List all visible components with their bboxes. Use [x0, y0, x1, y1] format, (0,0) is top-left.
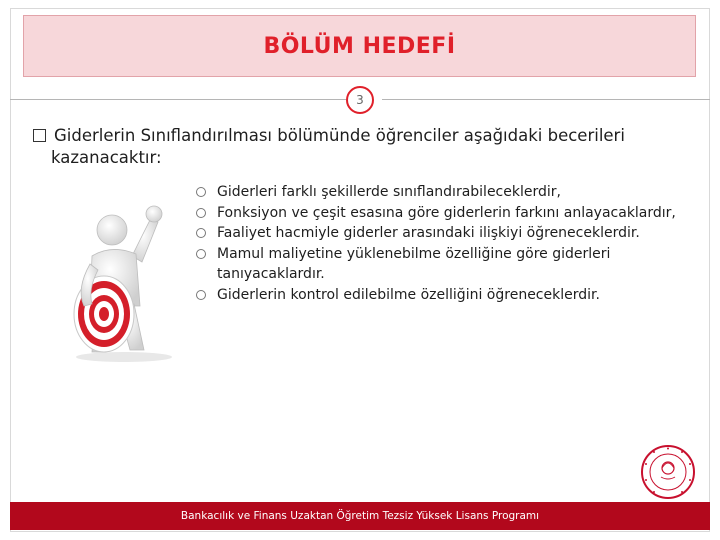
- objective-text: Faaliyet hacmiyle giderler arasındaki ilişkiyi öğreneceklerdir.: [217, 225, 640, 241]
- divider-right: [382, 99, 710, 100]
- list-item: [194, 203, 714, 224]
- ring-bullet-icon: [196, 228, 206, 238]
- objective-text: Giderleri farklı şekillerde sınıflandırabileceklerdir,: [217, 184, 561, 200]
- main-bullet-line-1: Giderlerin Sınıflandırılması bölümünde öğrenciler aşağıdaki becerileri: [54, 126, 625, 145]
- objectives-list: [194, 182, 714, 305]
- list-item: [194, 182, 714, 203]
- objective-text: Fonksiyon ve çeşit esasına göre giderlerin farkını anlayacaklardır,: [217, 204, 676, 221]
- list-item: [194, 223, 714, 244]
- main-bullet-line-2: kazanacaktır:: [51, 148, 162, 167]
- list-item: [194, 285, 714, 306]
- page-title: BÖLÜM HEDEFİ: [263, 33, 456, 59]
- objective-text: Mamul maliyetine yüklenebilme özelliğine göre giderleri tanıyacaklardır.: [217, 245, 611, 282]
- page-number-badge: [346, 86, 374, 114]
- ring-bullet-icon: [196, 208, 206, 218]
- ring-bullet-icon: [196, 290, 206, 300]
- ring-bullet-icon: [196, 187, 206, 197]
- university-seal-icon: [640, 444, 696, 500]
- footer-bar: [10, 502, 710, 530]
- checkbox-bullet-icon: [33, 129, 46, 142]
- list-item: [194, 244, 714, 285]
- page-number: 3: [356, 93, 364, 107]
- footer-text: Bankacılık ve Finans Uzaktan Öğretim Tezsiz Yüksek Lisans Programı: [180, 510, 540, 522]
- divider-left: [10, 99, 346, 100]
- objective-text: Giderlerin kontrol edilebilme özelliğini öğreneceklerdir.: [217, 286, 600, 303]
- title-banner: [23, 15, 696, 77]
- person-with-target-icon: [62, 194, 182, 364]
- main-bullet: [33, 125, 673, 169]
- ring-bullet-icon: [196, 249, 206, 259]
